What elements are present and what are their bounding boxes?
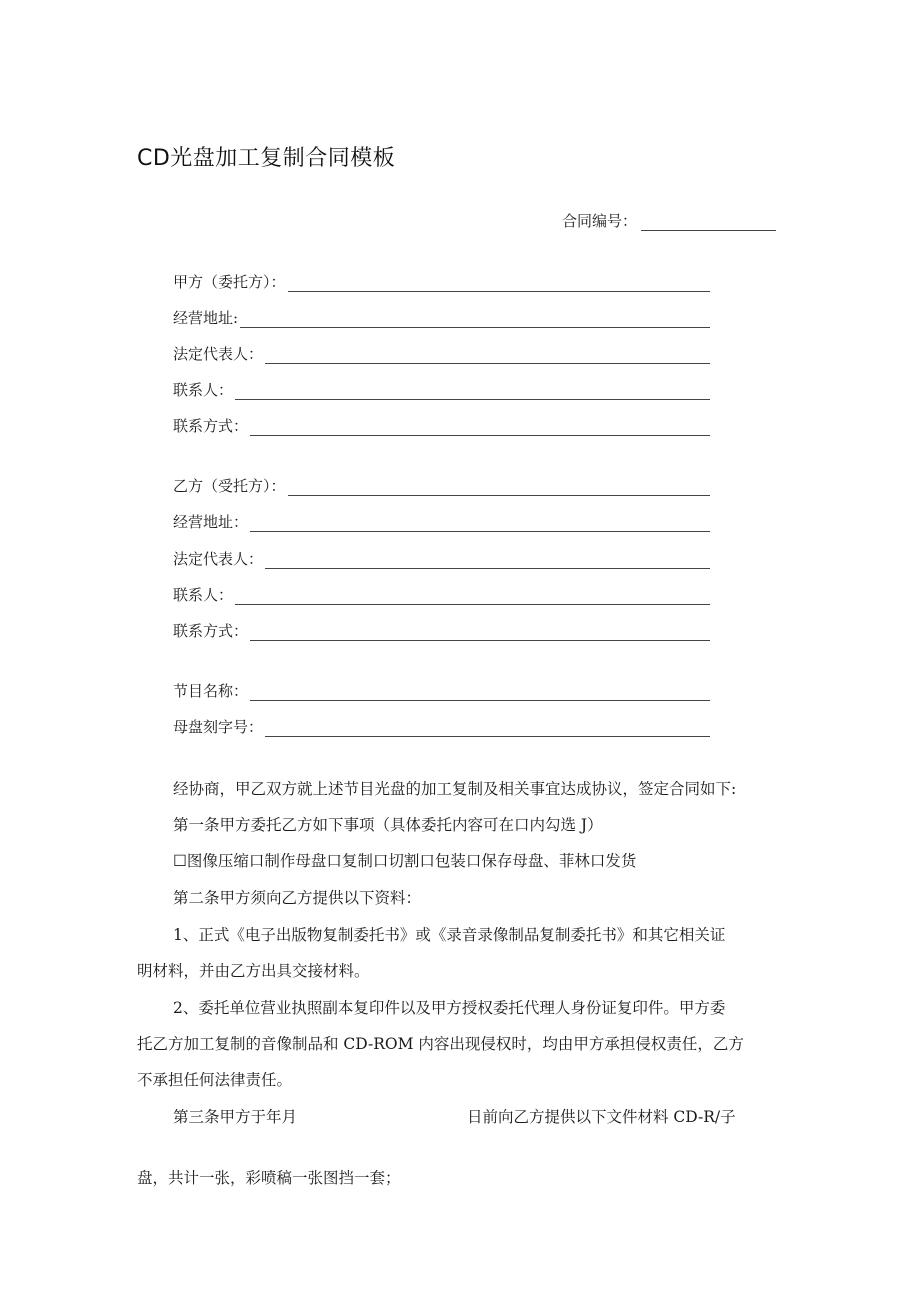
party-b-contact-method-blank[interactable]: [250, 624, 710, 641]
party-a-contact-method-field: [173, 414, 710, 436]
party-a-contact-method-blank[interactable]: [250, 419, 710, 436]
article-2-item-2-line-2: 托乙方加工复制的音像制品和 CD-ROM 内容出现侵权时，均由甲方承担侵权责任，乙方: [137, 1035, 744, 1053]
party-a-address-label: 经营地址:: [173, 309, 239, 327]
agreement-intro: 经协商，甲乙双方就上述节目光盘的加工复制及相关事宜达成协议，签定合同如下:: [173, 780, 737, 798]
master-disc-field: [173, 715, 710, 737]
article-2: 第二条甲方须向乙方提供以下资料：: [173, 889, 422, 907]
party-b-name-field: [173, 474, 710, 496]
party-a-rep-blank[interactable]: [265, 347, 710, 364]
party-a-rep-label: 法定代表人：: [173, 345, 264, 363]
master-disc-blank[interactable]: [265, 720, 710, 737]
party-a-address-blank[interactable]: [240, 311, 710, 328]
party-b-contact-label: 联系人：: [173, 586, 234, 604]
party-b-address-field: [173, 510, 710, 532]
program-name-field: [173, 679, 710, 701]
master-disc-label: 母盘刻字号：: [173, 718, 264, 736]
party-a-rep-field: [173, 342, 710, 364]
party-b-contact-field: [173, 583, 710, 605]
party-b-name-blank[interactable]: [288, 479, 710, 496]
party-b-contact-method-label: 联系方式：: [173, 622, 249, 640]
article-1: 第一条甲方委托乙方如下事项（具体委托内容可在口内勾选 J）: [173, 816, 603, 834]
party-a-name-blank[interactable]: [288, 275, 710, 292]
party-a-name-field: [173, 270, 710, 292]
article-1-options: ☐图像压缩口制作母盘口复制口切割口包装口保存母盘、菲林口发货: [173, 852, 637, 870]
party-b-rep-field: [173, 547, 710, 569]
article-2-item-2-line-3: 不承担任何法律责任。: [137, 1071, 293, 1089]
party-b-contact-method-field: [173, 619, 710, 641]
party-a-contact-field: [173, 378, 710, 400]
party-a-address-field: [173, 306, 710, 328]
party-b-rep-blank[interactable]: [265, 552, 710, 569]
contract-number-blank[interactable]: [641, 212, 776, 231]
article-3-start: 第三条甲方于年月: [173, 1108, 298, 1126]
article-2-item-1-line-2: 明材料，并由乙方出具交接材料。: [137, 962, 370, 980]
article-3-continued: 日前向乙方提供以下文件材料 CD-R/子: [467, 1108, 736, 1126]
party-a-contact-method-label: 联系方式：: [173, 417, 249, 435]
article-2-item-2-line-1: 2、委托单位营业执照副本复印件以及甲方授权委托代理人身份证复印件。甲方委: [173, 999, 726, 1017]
article-3-end: 盘，共计一张，彩喷稿一张图挡一套；: [137, 1169, 401, 1187]
program-name-blank[interactable]: [250, 684, 710, 701]
document-title: CD光盘加工复制合同模板: [137, 146, 396, 171]
contract-number-field: [562, 210, 776, 231]
contract-number-label: 合同编号：: [562, 212, 638, 230]
article-2-item-1-line-1: 1、正式《电子出版物复制委托书》或《录音录像制品复制委托书》和其它相关证: [173, 926, 726, 944]
party-b-rep-label: 法定代表人：: [173, 550, 264, 568]
party-b-name-label: 乙方（受托方）：: [173, 477, 286, 495]
party-a-contact-blank[interactable]: [235, 383, 710, 400]
party-b-address-blank[interactable]: [250, 515, 710, 532]
party-b-address-label: 经营地址：: [173, 513, 249, 531]
party-a-contact-label: 联系人：: [173, 381, 234, 399]
party-a-name-label: 甲方（委托方）：: [173, 273, 286, 291]
party-b-contact-blank[interactable]: [235, 588, 710, 605]
program-name-label: 节目名称：: [173, 682, 249, 700]
